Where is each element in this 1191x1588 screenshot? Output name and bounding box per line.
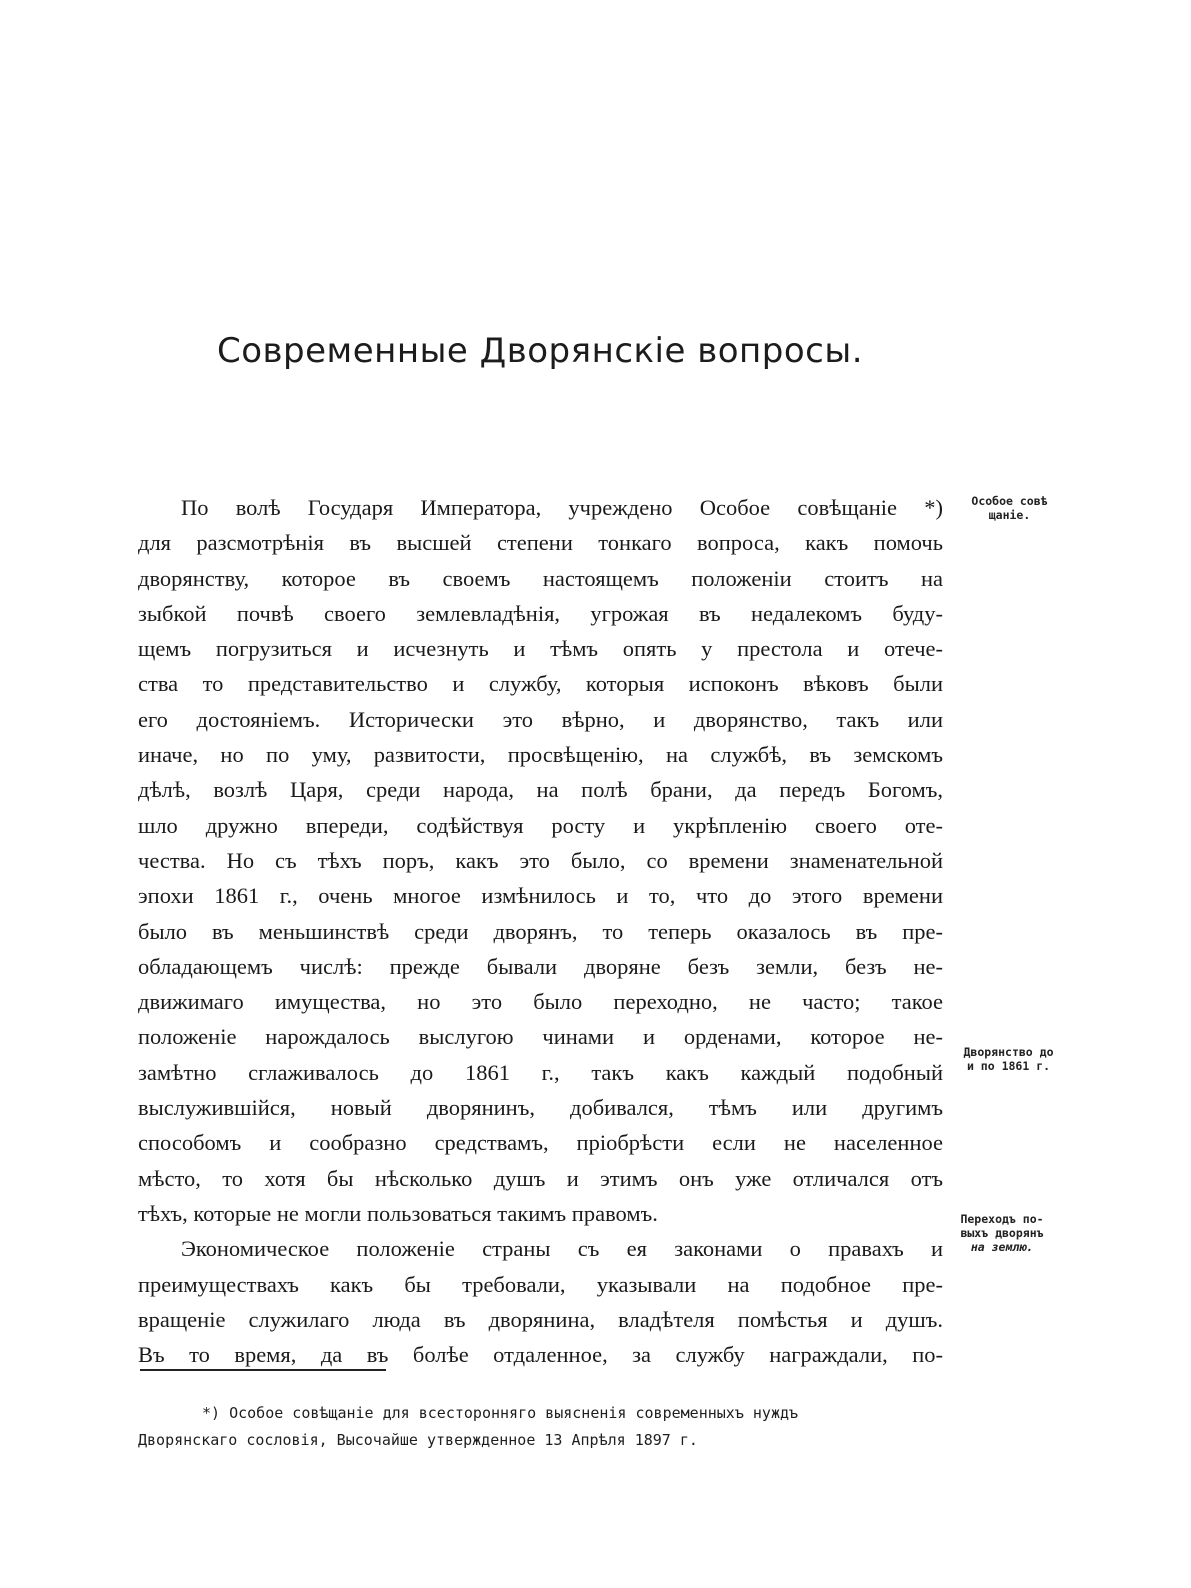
footnote-line: *) Особое совѣщаніе для всесторонняго выясненія современныхъ нуждъ <box>202 1404 799 1422</box>
footnote-divider <box>140 1369 386 1371</box>
margin-note-line: выхъ дворянъ <box>960 1226 1044 1240</box>
page-title: Современные Дворянскіе вопросы. <box>216 331 864 371</box>
text-line: ства то представительство и службу, которыя испоконъ вѣковъ были <box>138 671 943 697</box>
margin-note-nobility-1861 <box>946 1045 1071 1073</box>
body-text <box>138 490 943 1372</box>
text-line: обладающемъ числѣ: прежде бывали дворяне безъ земли, безъ не- <box>138 953 943 979</box>
margin-note-line: на землю. <box>970 1240 1034 1254</box>
text-line: Въ то время, да въ болѣе отдаленное, за службу награждали, по- <box>138 1342 943 1368</box>
text-line: движимаго имущества, но это было переходно, не часто; такое <box>138 989 943 1015</box>
text-line: способомъ и сообразно средствамъ, пріобрѣсти если не населенное <box>138 1130 943 1156</box>
margin-note-line: и по 1861 г. <box>966 1059 1051 1073</box>
footnote <box>138 1400 943 1454</box>
margin-note-line: щаніе. <box>988 508 1031 522</box>
text-line: тѣхъ, которые не могли пользоваться такимъ правомъ. <box>138 1200 658 1226</box>
text-line: эпохи 1861 г., очень многое измѣнилось и то, что до этого времени <box>138 883 943 909</box>
text-line: положеніе нарождалось выслугою чинами и орденами, которое не- <box>138 1024 943 1050</box>
margin-note-line: Особое совѣ <box>971 494 1048 508</box>
text-line: вращеніе служилаго люда въ дворянина, владѣтеля помѣстья и душъ. <box>138 1306 943 1332</box>
text-line: чества. Но съ тѣхъ поръ, какъ это было, со времени знаменательной <box>138 847 943 873</box>
text-line: для разсмотрѣнія въ высшей степени тонкаго вопроса, какъ помочь <box>138 530 943 556</box>
text-line: мѣсто, то хотя бы нѣсколько душъ и этимъ онъ уже отличался отъ <box>138 1165 943 1191</box>
text-line: преимуществахъ какъ бы требовали, указывали на подобное пре- <box>138 1271 943 1297</box>
margin-note-line: Дворянство до <box>963 1045 1054 1059</box>
text-line: дворянству, которое въ своемъ настоящемъ положеніи стоитъ на <box>138 565 943 591</box>
text-line: было въ меньшинствѣ среди дворянъ, то теперь оказалось въ пре- <box>138 918 943 944</box>
text-line: По волѣ Государя Императора, учреждено Особое совѣщаніе *) <box>181 495 943 520</box>
text-line: шло дружно впереди, содѣйствуя росту и укрѣпленію своего оте- <box>138 812 943 838</box>
text-line: иначе, но по уму, развитости, просвѣщенію, на службѣ, въ земскомъ <box>138 742 943 768</box>
margin-note-special-meeting <box>952 494 1067 522</box>
text-line: его достояніемъ. Исторически это вѣрно, и дворянство, такъ или <box>138 706 943 732</box>
text-line: зыбкой почвѣ своего землевладѣнія, угрожая въ недалекомъ буду- <box>138 600 943 626</box>
text-line: дѣлѣ, возлѣ Царя, среди народа, на полѣ брани, да передъ Богомъ, <box>138 777 943 803</box>
margin-note-line: Переходъ по- <box>960 1212 1044 1226</box>
margin-note-transition <box>942 1212 1062 1254</box>
footnote-line: Дворянскаго сословія, Высочайше утвержденное 13 Апрѣля 1897 г. <box>138 1431 698 1449</box>
text-line: выслужившійся, новый дворянинъ, добивался, тѣмъ или другимъ <box>138 1095 943 1121</box>
text-line: замѣтно сглаживалось до 1861 г., такъ какъ каждый подобный <box>138 1059 943 1085</box>
text-line: щемъ погрузиться и исчезнуть и тѣмъ опять у престола и отече- <box>138 636 943 662</box>
text-line: Экономическое положеніе страны съ ея законами о правахъ и <box>181 1236 943 1262</box>
